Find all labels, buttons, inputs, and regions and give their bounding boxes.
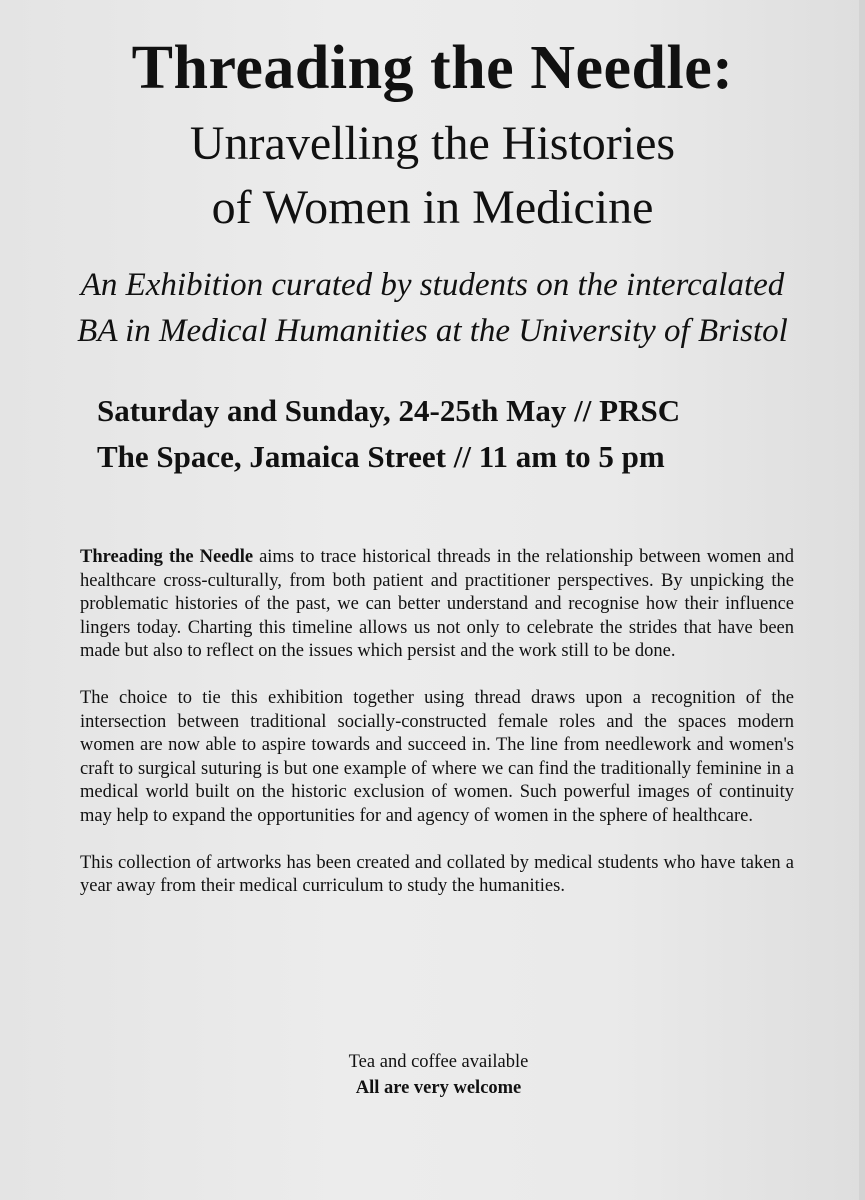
paragraph-1-text: aims to trace historical threads in the relationship between women and healthcare cross-culturally, from both patient and practitioner perspectives. By unpicking the problematic histories of the past, we can better understand and recognise how their influence lingers today. Charting this timeline allows us not only to celebrate the strides that have been made but also to reflect on the issues which persist and the work still to be done. <box>80 547 794 661</box>
event-details <box>97 388 817 480</box>
subtitle-line-1: Unravelling the Histories <box>189 117 676 170</box>
refreshments-note: Tea and coffee available <box>348 1052 529 1072</box>
tagline-line-1: An Exhibition curated by students on the intercalated <box>80 267 785 303</box>
description-paragraph-1 <box>80 546 794 664</box>
description-paragraph-3: This collection of artworks has been created and collated by medical students who have taken a year away from their medical curriculum to study the humanities. <box>80 852 794 896</box>
poster-subtitle <box>0 112 865 240</box>
exhibition-name-lead: Threading the Needle <box>80 547 254 567</box>
tagline-line-2: BA in Medical Humanities at the University of Bristol <box>77 313 788 349</box>
exhibition-tagline <box>0 262 865 354</box>
event-location-time: The Space, Jamaica Street // 11 am to 5 pm <box>97 439 665 474</box>
welcome-note: All are very welcome <box>355 1078 522 1098</box>
event-date-venue: Saturday and Sunday, 24-25th May // PRSC <box>97 393 681 428</box>
description-paragraph-2: The choice to tie this exhibition together using thread draws upon a recognition of the intersection between traditional socially-constructed female roles and the spaces modern women are now able to aspire towards and succeed in. The line from needlework and women's craft to surgical suturing is but one example of where we can find the traditionally feminine in a medical world built on the historic exclusion of women. Such powerful images of continuity may help to expand the opportunities for and agency of women in the sphere of healthcare. <box>80 688 794 826</box>
poster-footer <box>0 1049 865 1101</box>
poster-title: Threading the Needle: <box>131 34 734 102</box>
subtitle-line-2: of Women in Medicine <box>211 181 654 234</box>
exhibition-description <box>80 546 794 922</box>
